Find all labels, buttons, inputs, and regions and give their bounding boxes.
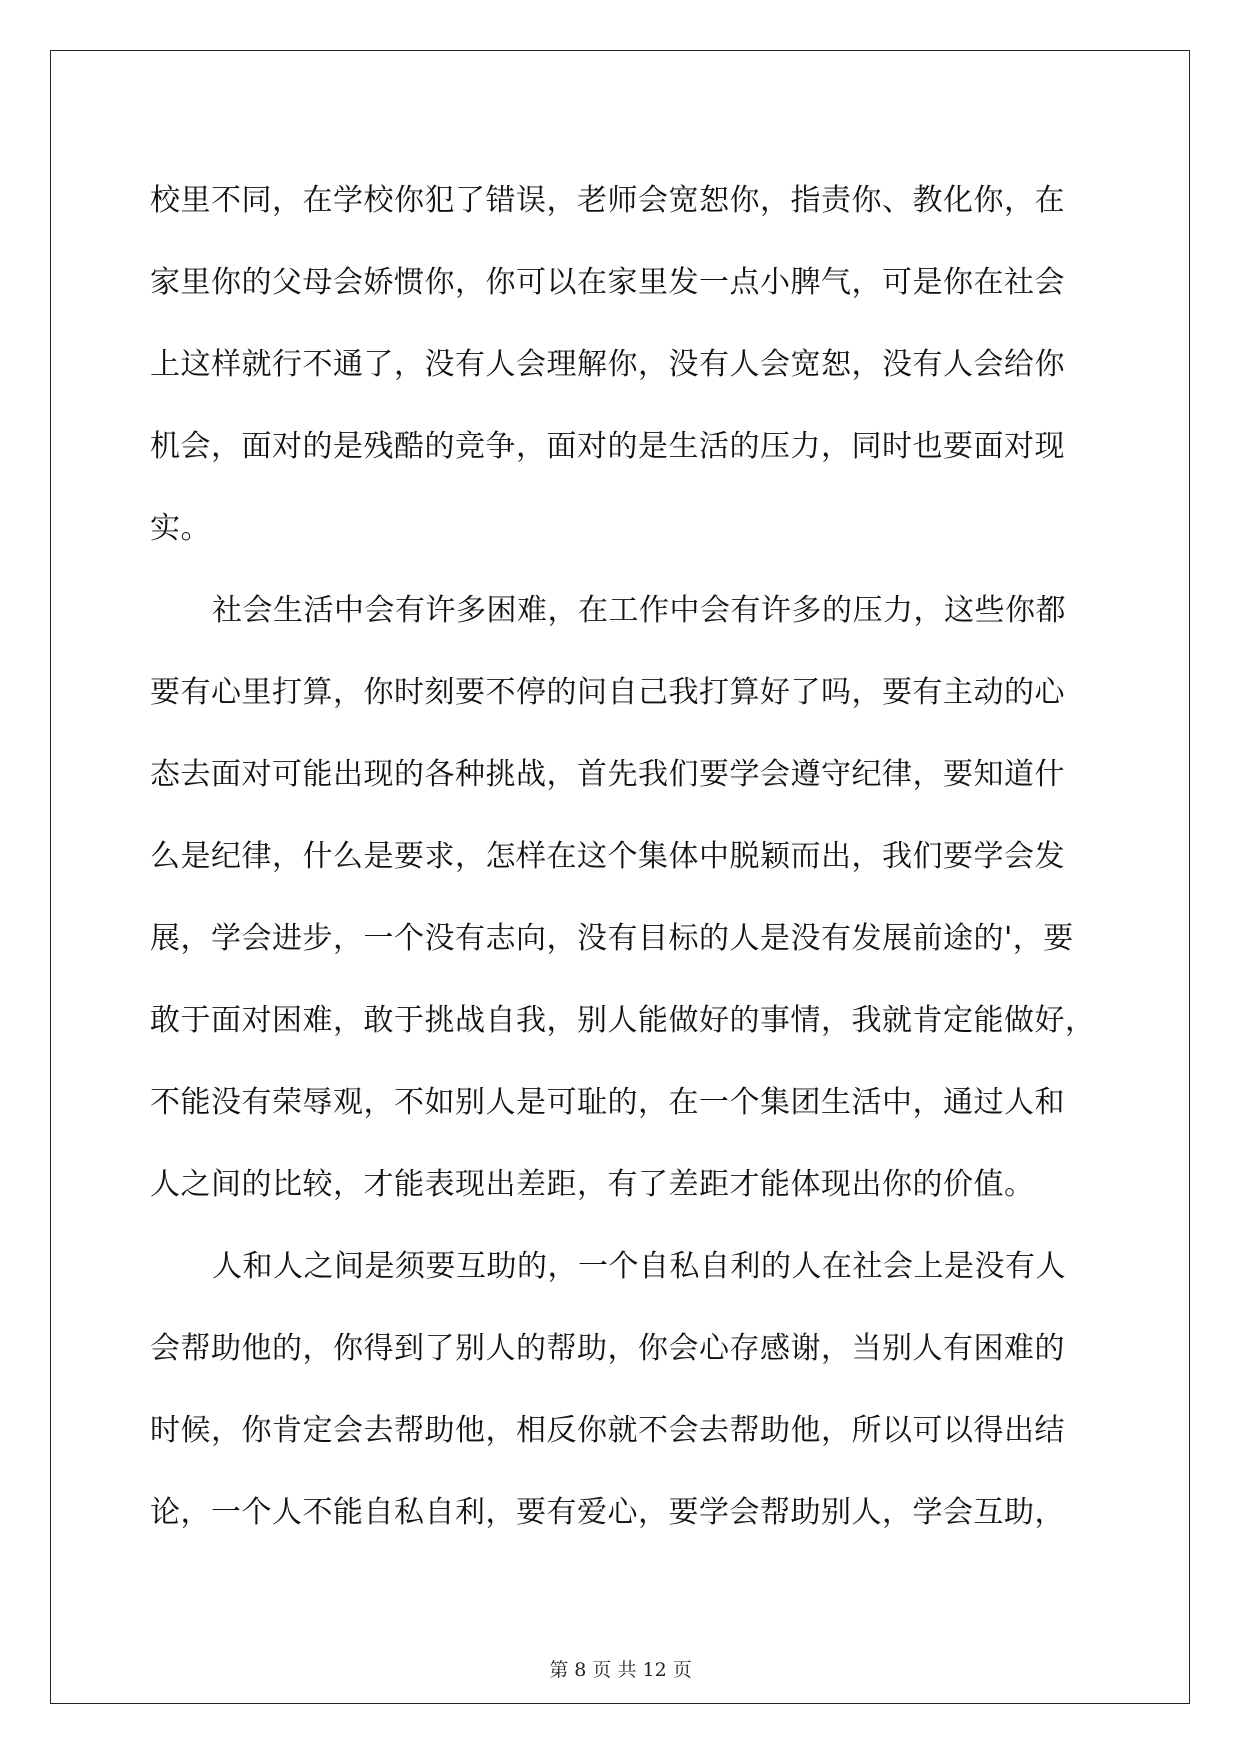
body-text — [150, 160, 1100, 1554]
text-line: 敢于面对困难，敢于挑战自我，别人能做好的事情，我就肯定能做好， — [150, 1003, 1096, 1038]
text-line: 家里你的父母会娇惯你，你可以在家里发一点小脾气，可是你在社会 — [150, 265, 1065, 300]
text-line: 人和人之间是须要互助的，一个自私自利的人在社会上是没有人 — [212, 1249, 1066, 1284]
text-line: 时候，你肯定会去帮助他，相反你就不会去帮助他，所以可以得出结 — [150, 1413, 1065, 1448]
paragraph-2 — [150, 570, 1100, 1226]
text-line: 上这样就行不通了，没有人会理解你，没有人会宽恕，没有人会给你 — [150, 347, 1065, 382]
text-line: 论，一个人不能自私自利，要有爱心，要学会帮助别人，学会互助， — [150, 1495, 1065, 1530]
text-line: 么是纪律，什么是要求，怎样在这个集体中脱颖而出，我们要学会发 — [150, 839, 1065, 874]
text-line: 展，学会进步，一个没有志向，没有目标的人是没有发展前途的'，要 — [150, 921, 1074, 956]
text-line: 实。 — [150, 511, 211, 546]
text-line: 社会生活中会有许多困难，在工作中会有许多的压力，这些你都 — [212, 593, 1066, 628]
paragraph-3 — [150, 1226, 1100, 1554]
page-number-footer: 第 8 页 共 12 页 — [549, 1659, 692, 1681]
paragraph-1 — [150, 160, 1100, 570]
text-line: 态去面对可能出现的各种挑战，首先我们要学会遵守纪律，要知道什 — [150, 757, 1065, 792]
text-line: 人之间的比较，才能表现出差距，有了差距才能体现出你的价值。 — [150, 1167, 1035, 1202]
text-line: 校里不同，在学校你犯了错误，老师会宽恕你，指责你、教化你，在 — [150, 183, 1065, 218]
text-line: 不能没有荣辱观，不如别人是可耻的，在一个集团生活中，通过人和 — [150, 1085, 1065, 1120]
text-line: 要有心里打算，你时刻要不停的问自己我打算好了吗，要有主动的心 — [150, 675, 1065, 710]
text-line: 会帮助他的，你得到了别人的帮助，你会心存感谢，当别人有困难的 — [150, 1331, 1065, 1366]
text-line: 机会，面对的是残酷的竞争，面对的是生活的压力，同时也要面对现 — [150, 429, 1065, 464]
